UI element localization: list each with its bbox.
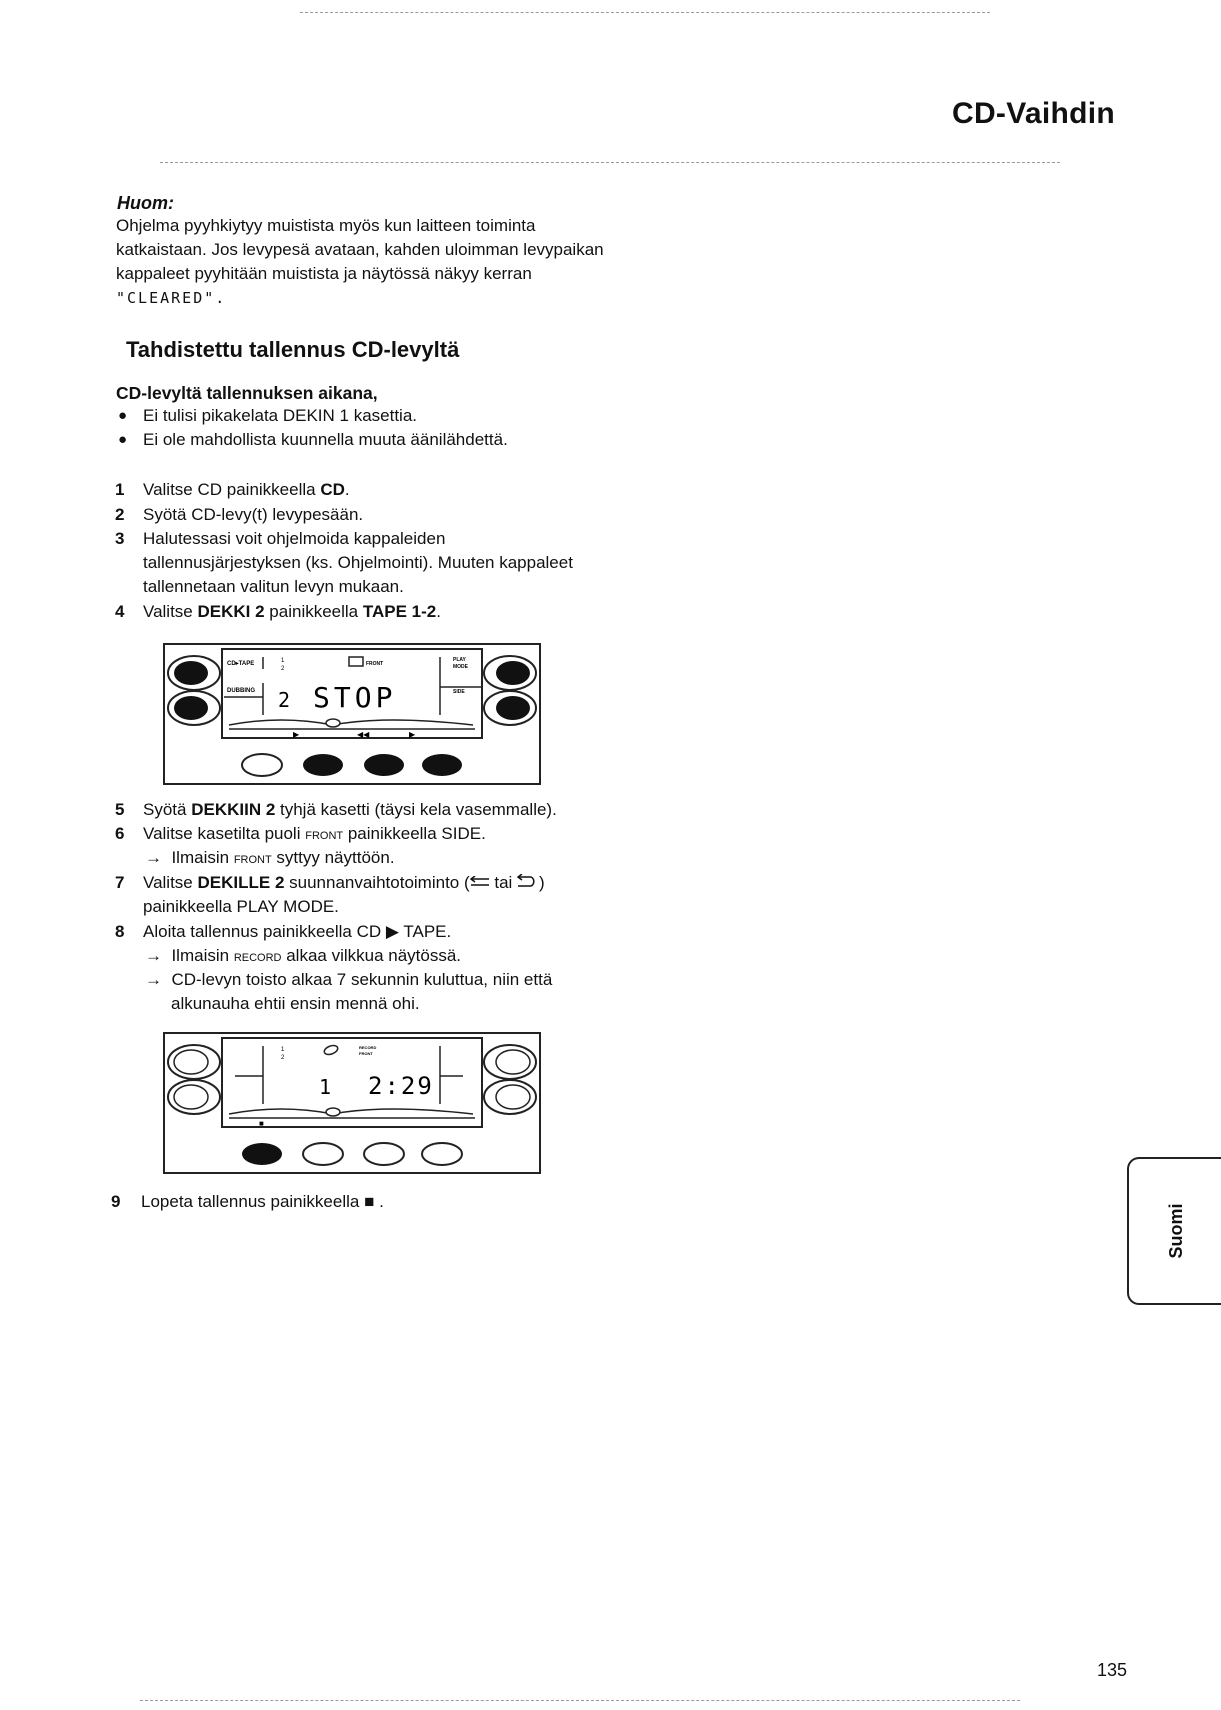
lcd-play-symbol-2: ▶ xyxy=(409,730,416,739)
bottom-button-3 xyxy=(364,754,404,776)
button-right-top-inner xyxy=(496,661,530,685)
step-5: Syötä DEKKIIN 2 tyhjä kasetti (täysi kela vasemmalle). xyxy=(143,800,557,819)
step-6: Valitse kasetilta puoli FRONT painikkeella SIDE. xyxy=(143,824,486,843)
bottom-button-2 xyxy=(303,1143,343,1165)
arrow-icon: → xyxy=(145,970,162,989)
lcd-track-1: 1 xyxy=(281,658,285,664)
section-heading: Tahdistettu tallennus CD-levyltä xyxy=(126,337,460,362)
lcd-time: 2:29 xyxy=(368,1072,434,1100)
lcd-track-2: 2 xyxy=(281,666,285,672)
bottom-button-1 xyxy=(242,1143,282,1165)
reverse-continuous-icon xyxy=(517,873,539,892)
stop-icon: ■ xyxy=(364,1192,375,1211)
bottom-button-3 xyxy=(364,1143,404,1165)
step-8: Aloita tallennus painikkeella CD ▶ TAPE. xyxy=(143,922,452,941)
step-7: Valitse DEKILLE 2 suunnanvaihtotoiminto ( tai ) xyxy=(143,873,545,892)
step-1: Valitse CD painikkeella CD. xyxy=(143,480,350,499)
button-right-top-inner xyxy=(496,1050,530,1074)
step-number: 8 xyxy=(115,922,125,941)
lcd-rewind-symbol: ◀◀ xyxy=(357,730,370,739)
step-number: 6 xyxy=(115,824,125,843)
reverse-once-icon xyxy=(470,873,490,892)
button-left-bottom-inner xyxy=(174,696,208,720)
page-number: 135 xyxy=(1097,1660,1128,1680)
bottom-button-4 xyxy=(422,1143,462,1165)
play-icon: ▶ xyxy=(385,922,399,941)
arrow-icon: → xyxy=(145,848,162,867)
step-3-line-2: tallennusjärjestyksen (ks. Ohjelmointi). Muuten kappaleet xyxy=(143,553,573,572)
bottom-rule xyxy=(140,1700,1020,1701)
lcd-label-dubbing: DUBBING xyxy=(227,688,255,694)
lcd-label-play: PLAY xyxy=(453,657,466,663)
button-left-top-inner xyxy=(174,1050,208,1074)
bullet-2: Ei ole mahdollista kuunnella muuta äänilähdettä. xyxy=(143,430,508,449)
language-side-tab xyxy=(1127,1157,1221,1305)
tape-head-icon xyxy=(326,719,340,727)
lcd-track-number: 1 xyxy=(319,1075,332,1099)
step-3-line-3: tallennetaan valitun levyn mukaan. xyxy=(143,577,404,596)
tape-head-icon xyxy=(326,1108,340,1116)
note-line-2: katkaistaan. Jos levypesä avataan, kahden uloimman levypaikan xyxy=(116,240,604,259)
lcd-label-record: RECORD xyxy=(359,1045,377,1050)
lcd-illustration-record xyxy=(163,1032,541,1174)
button-right-bottom-inner xyxy=(496,696,530,720)
lcd-label-mode: MODE xyxy=(453,664,468,670)
lcd-label-front: FRONT xyxy=(366,661,384,667)
step-6-result: → Ilmaisin FRONT syttyy näyttöön. xyxy=(145,848,395,867)
lcd-status-text: STOP xyxy=(313,681,397,714)
lcd-label-cd-tape: CD▸TAPE xyxy=(227,661,255,667)
lcd-deck-number: 2 xyxy=(278,688,291,712)
step-7-line-2: painikkeella PLAY MODE. xyxy=(143,897,339,916)
lcd-play-symbol: ▶ xyxy=(293,730,300,739)
bullet-1: Ei tulisi pikakelata DEKIN 1 kasettia. xyxy=(143,406,418,425)
step-8-result-2: → CD-levyn toisto alkaa 7 sekunnin kuluttua, niin että xyxy=(145,970,553,989)
section-subheading: CD-levyltä tallennuksen aikana, xyxy=(116,383,378,403)
button-right-bottom-inner xyxy=(496,1085,530,1109)
step-4: Valitse DEKKI 2 painikkeella TAPE 1-2. xyxy=(143,602,441,621)
note-line-4: "CLEARED". xyxy=(116,289,227,307)
button-left-bottom-inner xyxy=(174,1085,208,1109)
header-rule xyxy=(160,162,1060,163)
lcd-track-1: 1 xyxy=(281,1047,285,1053)
bullet-dot: ● xyxy=(118,431,128,448)
lcd-screen xyxy=(222,1038,482,1127)
note-line-1: Ohjelma pyyhkiytyy muistista myös kun laitteen toiminta xyxy=(116,216,536,235)
step-number: 4 xyxy=(115,602,125,621)
lcd-stop-symbol: ■ xyxy=(259,1119,264,1128)
lcd-illustration-stop xyxy=(163,643,541,785)
bottom-button-4 xyxy=(422,754,462,776)
lcd-label-side: SIDE xyxy=(453,689,465,695)
step-8-result-2-line-2: alkunauha ehtii ensin mennä ohi. xyxy=(171,994,420,1013)
step-number: 7 xyxy=(115,873,125,892)
step-9: Lopeta tallennus painikkeella ■ . xyxy=(141,1192,384,1211)
step-8-result-1: → Ilmaisin RECORD alkaa vilkkua näytössä. xyxy=(145,946,462,965)
bottom-button-2 xyxy=(303,754,343,776)
note-heading: Huom: xyxy=(117,193,174,213)
lcd-track-2: 2 xyxy=(281,1055,285,1061)
top-rule xyxy=(300,12,990,13)
button-left-top-inner xyxy=(174,661,208,685)
step-2: Syötä CD-levy(t) levypesään. xyxy=(143,505,364,524)
step-number: 3 xyxy=(115,529,125,548)
arrow-icon: → xyxy=(145,946,162,965)
step-number: 1 xyxy=(115,480,125,499)
bullet-dot: ● xyxy=(118,407,128,424)
step-3-line-1: Halutessasi voit ohjelmoida kappaleiden xyxy=(143,529,446,548)
lcd-label-front: FRONT xyxy=(359,1051,373,1056)
step-number: 9 xyxy=(111,1192,121,1211)
page-title: CD-Vaihdin xyxy=(952,97,1116,130)
bottom-button-1 xyxy=(242,754,282,776)
step-number: 2 xyxy=(115,505,125,524)
note-line-3: kappaleet pyyhitään muistista ja näytössä näkyy kerran xyxy=(116,264,532,283)
step-number: 5 xyxy=(115,800,125,819)
language-tab-label: Suomi xyxy=(1166,1203,1186,1259)
